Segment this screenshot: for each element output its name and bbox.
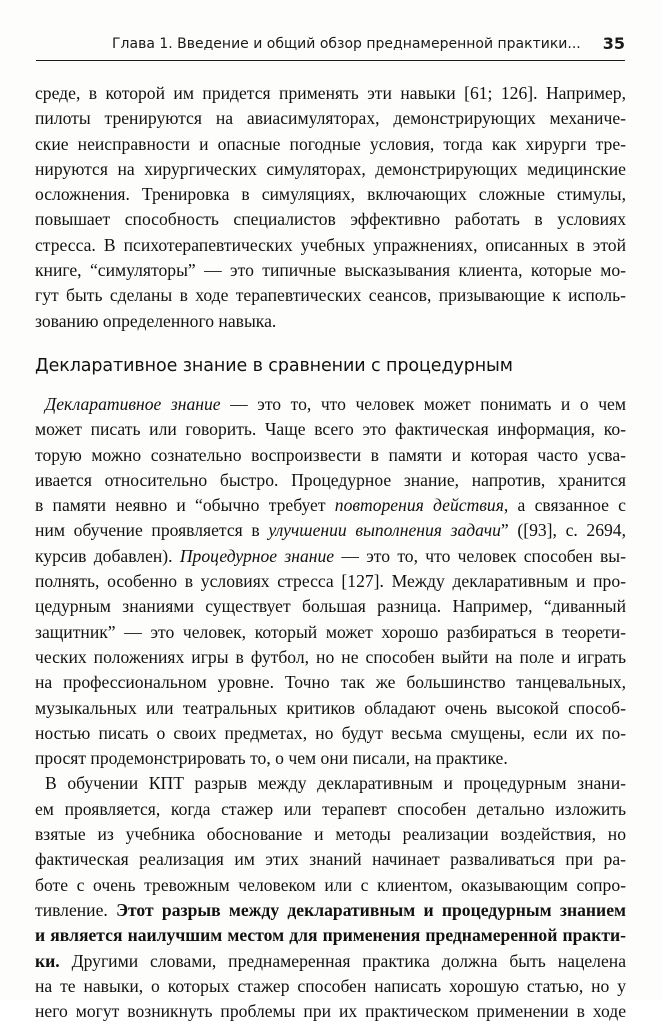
text-line: тивление. Этот разрыв между декларативным и процедурным знанием [35,899,626,920]
paragraph-declarative-knowledge [35,392,626,771]
text-line: зованию определенного навыка. [35,310,277,331]
chapter-title: Глава 1. Введение и общий обзор преднамеренной практики... [112,36,581,52]
paragraph-simulations [35,81,626,334]
paragraph-cbt-gap [35,771,626,1024]
text-line: взятые из учебника обоснование и методы реализации воздействия, но [35,824,626,845]
text-line: В обучении КПТ разрыв между декларативным и процедурным знани- [45,773,626,794]
text-line: ки. Другими словами, преднамеренная практика должна быть нацелена [35,950,626,971]
text-line: ческих положениях игры в футбол, но не способен выйти на поле и играть [35,646,626,667]
text-line: ностью писать о своих предметах, но будут весьма смущены, если их по- [35,722,626,743]
text-line: просят продемонстрировать то, о чем они писали, на практике. [35,748,508,769]
text-line: ем проявляется, когда стажер или терапевт способен детально изложить [35,798,626,819]
text-line: на те навыки, о которых стажер способен написать хорошую статью, но у [35,975,626,996]
text-line: в памяти неявно и “обычно требует повторения действия, а связанное с [35,495,626,516]
text-line: гут быть сделаны в ходе терапевтических сеансов, призывающие к исполь- [35,285,626,306]
italic-term: Процедурное знание [179,545,335,566]
text-line: ивается относительно быстро. Процедурное знание, напротив, хранится [35,469,626,490]
text-line: торую можно сознательно воспроизвести в памяти и которая часто усва- [35,444,626,465]
text-line [35,923,626,948]
text-line: пилоты тренируются на авиасимуляторах, демонстрирующих механиче- [35,108,626,129]
text-line: может писать или говорить. Чаще всего это фактическая информация, ко- [35,419,626,440]
page-number: 35 [602,34,625,53]
bold-emphasis: ки. [35,950,60,971]
text-line: фактическая реализация им этих знаний начинает разваливаться при ра- [35,849,626,870]
text-line: курсив добавлен). Процедурное знание — это то, что человек способен вы- [35,545,626,566]
text-line: полнять, особенно в условиях стресса [127]. Между декларативным и про- [35,571,626,592]
bold-emphasis: Этот разрыв между декларативным и процедурным знанием [116,899,626,920]
italic-term: Декларативное знание [45,393,221,414]
text-line: книге, “симуляторы” — это типичные высказывания клиента, которые мо- [35,260,626,281]
text-line: осложнения. Тренировка в симуляциях, включающих сложные стимулы, [35,184,626,205]
italic-term: повторения действия [334,495,504,516]
text-line: защитник” — это человек, который может хорошо разбираться в теорети- [35,621,626,642]
text-line: стресса. В психотерапевтических учебных упражнениях, описанных в этой [35,234,626,255]
bold-emphasis: и является наилучшим местом для применения преднамеренной практи- [35,925,626,946]
text-line: ним обучение проявляется в улучшении выполнения задачи” ([93], с. 2694, [35,520,626,541]
text-line: ские неисправности и опасные погодные условия, тогда как хирурги тре- [35,133,626,154]
section-heading: Декларативное знание в сравнении с процедурным [35,355,513,376]
text-line: музыкальных или театральных критиков обладают очень высокой способ- [35,697,626,718]
text-line: повышает способность специалистов эффективно работать в условиях [35,209,626,230]
running-header [36,30,625,61]
text-line: боте с очень тревожным человеком или с клиентом, оказывающим сопро- [35,874,626,895]
italic-term: улучшении выполнения задачи [268,520,501,541]
text-line: среде, в которой им придется применять эти навыки [61; 126]. Например, [35,83,626,103]
text-line: него могут возникнуть проблемы при их практическом применении в ходе [35,1001,626,1022]
text-line: нируются на хирургических симуляторах, демонстрирующих медицинские [35,158,626,179]
body-text [35,81,626,1024]
text-line: на профессиональном уровне. Точно так же большинство танцевальных, [35,672,626,693]
text-line: Декларативное знание — это то, что человек может понимать и о чем [45,393,626,414]
text-line: цедурным знаниями существует большая разница. Например, “диванный [35,596,626,617]
